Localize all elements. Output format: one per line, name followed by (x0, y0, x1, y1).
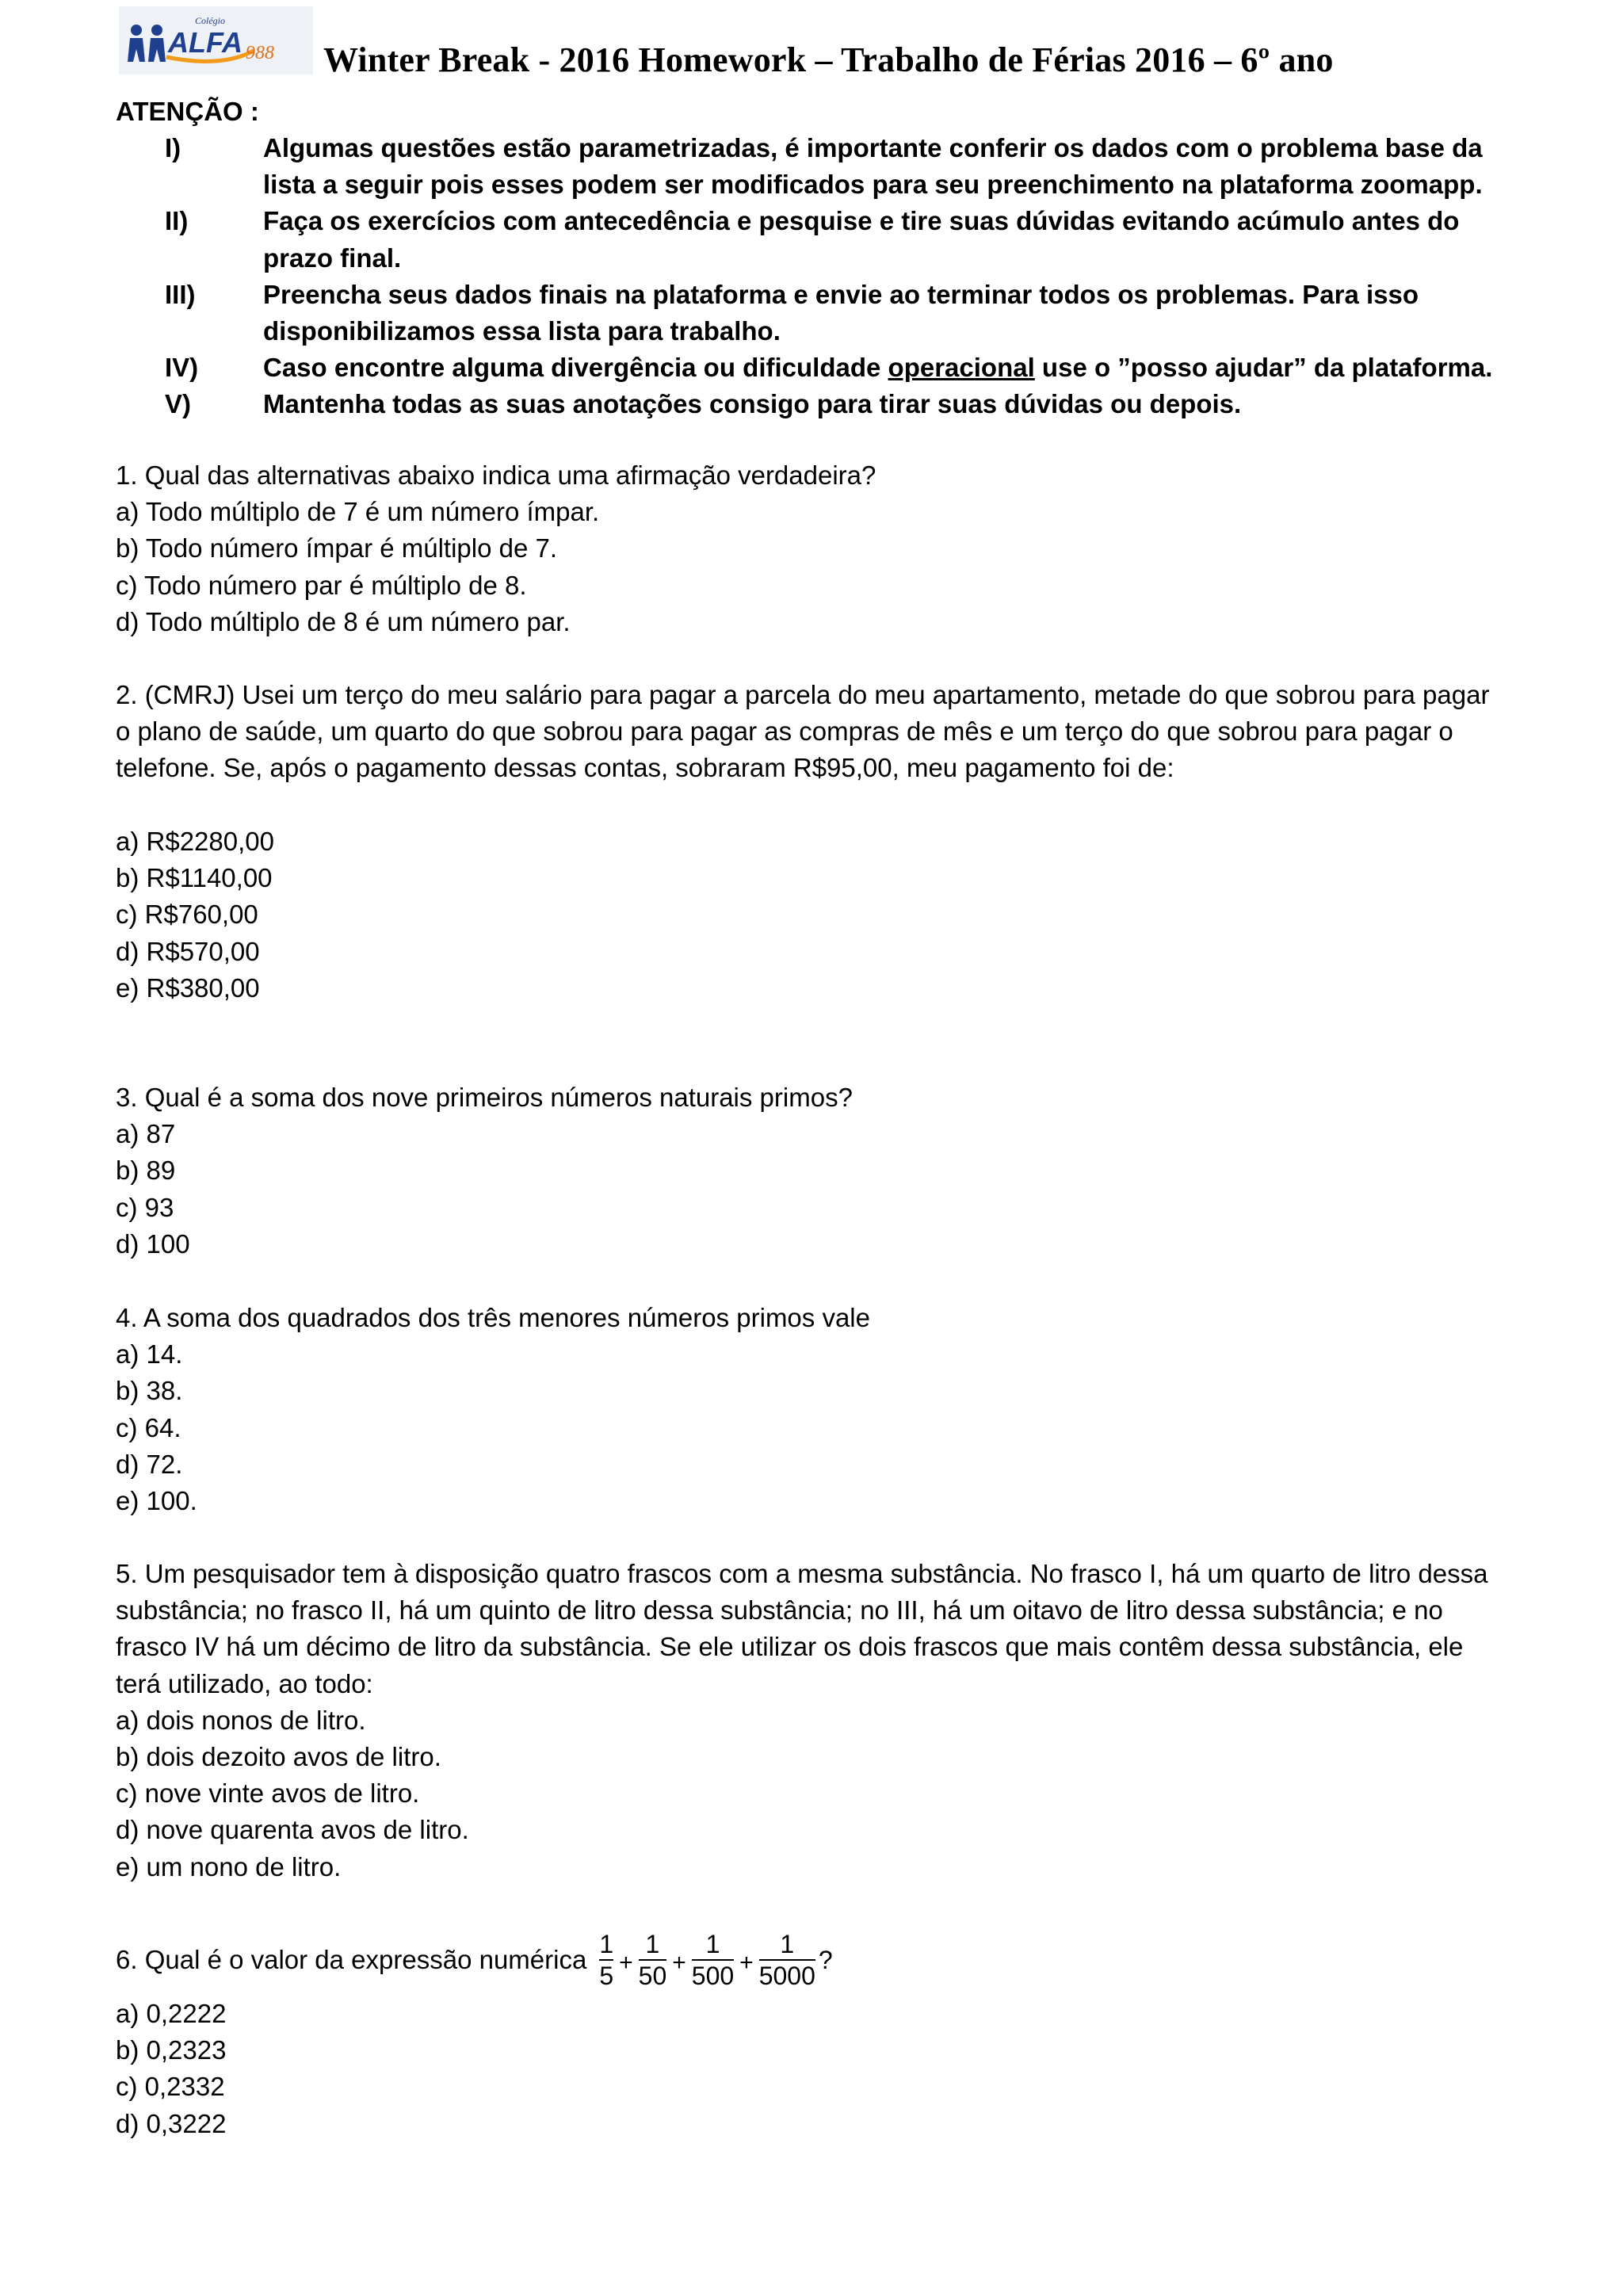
answer-option: d) 0,3222 (116, 2108, 227, 2138)
answer-option: a) 87 (116, 1119, 176, 1149)
attention-item-number: IV) (165, 353, 199, 383)
svg-text:Colégio: Colégio (195, 15, 225, 26)
answer-option: c) Todo número par é múltiplo de 8. (116, 570, 527, 600)
question-stem-row (116, 1924, 1499, 1996)
question-stem: 5. Um pesquisador tem à disposição quatro frascos com a mesma substância. No frasco I, há um quarto de litro dessa substância; no frasco II, há um quinto de litro dessa substância; no III, há um oitavo de litro dessa substância; e no frasco IV há um décimo de litro da substância. Se ele utilizar os dois frascos que mais contêm dessa substância, ele terá utilizado, ao todo: (116, 1559, 1488, 1698)
header (119, 6, 1514, 78)
fraction-numerator: 1 (645, 1930, 660, 1958)
question-mark: ? (818, 1945, 833, 1974)
svg-text:988: 988 (246, 43, 274, 63)
answer-option: a) 0,2222 (116, 1999, 227, 2028)
answer-option: c) R$760,00 (116, 900, 258, 930)
question-2-options (116, 823, 1499, 1007)
fraction-numerator: 1 (705, 1930, 720, 1958)
question-stem: 3. Qual é a soma dos nove primeiros números naturais primos? (116, 1083, 853, 1112)
attention-item (116, 277, 1510, 350)
answer-option: d) nove quarenta avos de litro. (116, 1815, 469, 1845)
fraction-denominator: 500 (691, 1962, 735, 1990)
page-title: Winter Break - 2016 Homework – Trabalho de Férias 2016 – 6º ano (323, 40, 1334, 79)
attention-item-text: Preencha seus dados finais na plataforma e envie ao terminar todos os problemas. Para isso disponibilizamos essa lista para trabalho. (263, 279, 1419, 346)
answer-option: a) dois nonos de litro. (116, 1705, 366, 1735)
answer-option: c) nove vinte avos de litro. (116, 1778, 420, 1809)
question-5 (116, 1556, 1499, 1885)
fraction-denominator: 50 (638, 1962, 667, 1990)
question-4 (116, 1300, 1499, 1519)
answer-option: b) 89 (116, 1156, 176, 1186)
school-logo (119, 6, 313, 74)
attention-text-after: use o ”posso ajudar” da plataforma. (1034, 353, 1493, 383)
attention-item (116, 130, 1510, 203)
answer-option: d) 72. (116, 1449, 183, 1479)
answer-option: a) 14. (116, 1339, 183, 1370)
answer-option: b) 38. (116, 1376, 183, 1406)
question-stem: 2. (CMRJ) Usei um terço do meu salário para pagar a parcela do meu apartamento, metade do que sobrou para pagar o plano de saúde, um quarto do que sobrou para pagar as compras de mês e um terço do que sobrou para pagar o telefone. Se, após o pagamento dessas contas, sobraram R$95,00, meu pagamento foi de: (116, 680, 1490, 783)
fraction-numerator: 1 (780, 1930, 795, 1958)
attention-item-text: Algumas questões estão parametrizadas, é importante conferir os dados com o problema base da lista a seguir pois esses podem ser modificados para seu preenchimento na plataforma zoomapp. (263, 133, 1483, 200)
attention-text-before: Caso encontre alguma divergência ou dificuldade (263, 353, 888, 383)
attention-list (116, 130, 1510, 423)
attention-item-number: V) (165, 389, 191, 419)
answer-option: a) R$2280,00 (116, 827, 274, 856)
plus-operator: + (672, 1949, 686, 1976)
question-3 (116, 1079, 1499, 1263)
answer-option: b) 0,2323 (116, 2035, 227, 2065)
question-stem: 4. A soma dos quadrados dos três menores números primos vale (116, 1303, 870, 1332)
answer-option: e) um nono de litro. (116, 1851, 342, 1881)
attention-item-number: I) (165, 133, 181, 162)
answer-option: b) Todo número ímpar é múltiplo de 7. (116, 533, 558, 563)
plus-operator: + (739, 1949, 754, 1976)
attention-item-text: Faça os exercícios com antecedência e pesquise e tire suas dúvidas evitando acúmulo antes do prazo final. (263, 206, 1460, 273)
attention-item-number: II) (165, 206, 189, 236)
fraction (759, 1929, 815, 1991)
fraction-denominator: 5 (599, 1962, 614, 1990)
answer-option: c) 93 (116, 1192, 174, 1222)
answer-option: b) R$1140,00 (116, 863, 273, 893)
answer-option: e) 100. (116, 1486, 197, 1516)
attention-item-number: III) (165, 279, 196, 309)
fraction-numerator: 1 (599, 1930, 614, 1958)
attention-item (116, 203, 1510, 276)
attention-item-text (263, 350, 1510, 386)
fraction (692, 1929, 734, 1991)
question-1 (116, 457, 1499, 640)
question-stem: 1. Qual das alternativas abaixo indica uma afirmação verdadeira? (116, 460, 876, 490)
answer-option: b) dois dezoito avos de litro. (116, 1742, 441, 1772)
numeric-expression (596, 1929, 832, 1991)
attention-underlined-word: operacional (888, 353, 1035, 383)
answer-option: c) 64. (116, 1412, 181, 1442)
answer-option: d) R$570,00 (116, 936, 260, 966)
svg-text:ALFA: ALFA (168, 26, 242, 59)
answer-option: d) 100 (116, 1228, 190, 1259)
fraction (639, 1929, 667, 1991)
attention-item-text: Mantenha todas as suas anotações consigo para tirar suas dúvidas ou depois. (263, 389, 1242, 419)
fraction-denominator: 5000 (758, 1962, 815, 1990)
answer-option: d) Todo múltiplo de 8 é um número par. (116, 606, 571, 636)
attention-heading: ATENÇÃO : (116, 97, 259, 126)
question-6 (116, 1924, 1499, 2142)
answer-option: e) R$380,00 (116, 972, 260, 1003)
attention-item (116, 350, 1510, 386)
answer-option: a) Todo múltiplo de 7 é um número ímpar. (116, 497, 600, 527)
plus-operator: + (619, 1949, 633, 1976)
fraction (599, 1929, 613, 1991)
question-stem: 6. Qual é o valor da expressão numérica (116, 1944, 587, 1974)
question-2 (116, 677, 1499, 787)
attention-item (116, 386, 1510, 422)
answer-option: c) 0,2332 (116, 2072, 225, 2102)
